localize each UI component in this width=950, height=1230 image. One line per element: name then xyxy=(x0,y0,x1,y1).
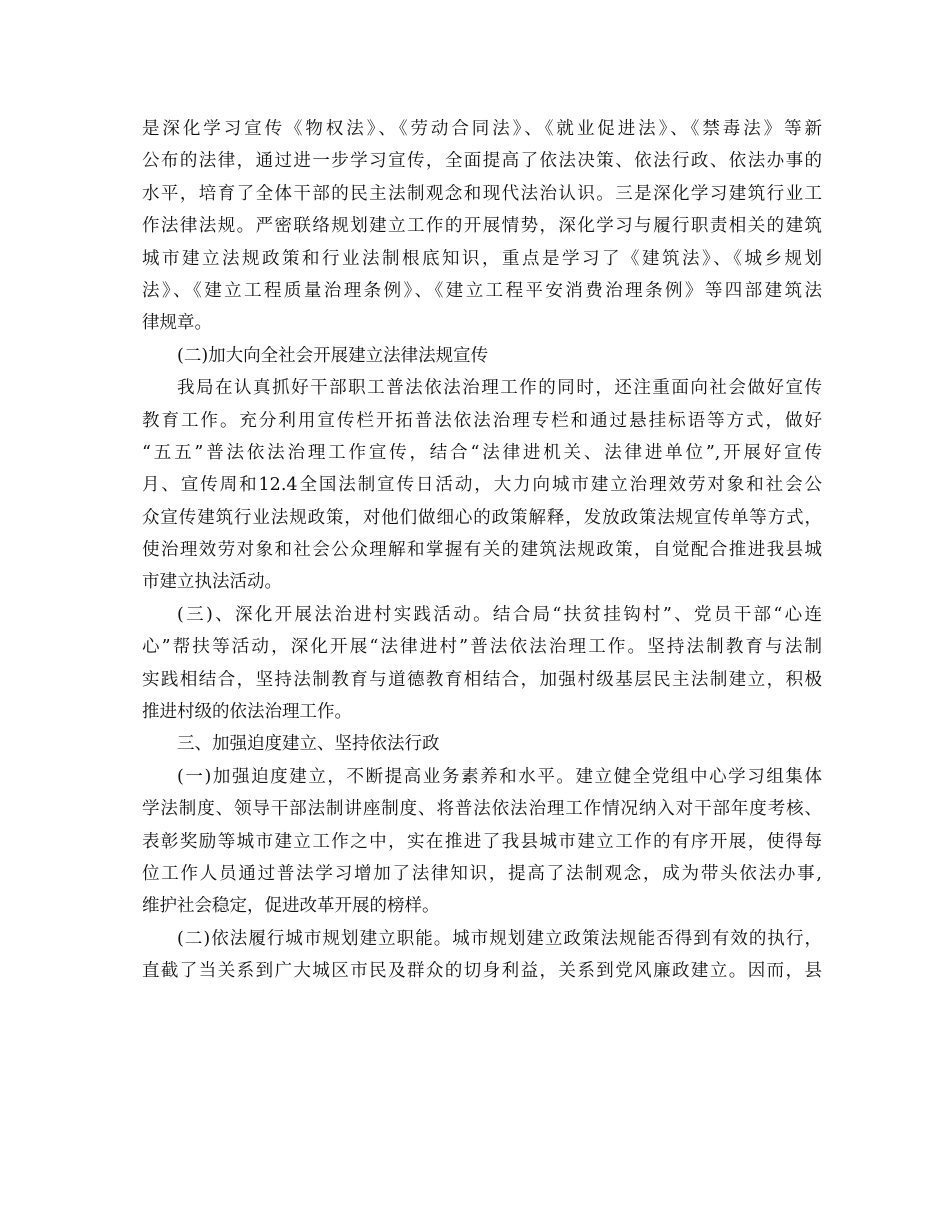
text-line: 众宣传建筑行业法规政策，对他们做细心的政策解释，发放政策法规宣传单等方式， xyxy=(142,507,822,528)
text-line: 维护社会稳定，促进改革开展的榜样。 xyxy=(142,896,440,917)
text-line: 法》、《建立工程质量治理条例》、《建立工程平安消费治理条例》等四部建筑法 xyxy=(142,280,822,301)
text-line: 实践相结合，坚持法制教育与道德教育相结合，加强村级基层民主法制建立，积极 xyxy=(142,669,822,690)
text-line: “五五”普法依法治理工作宣传，结合“法律进机关、法律进单位”,开展好宣传 xyxy=(142,442,822,463)
text-line: 表彰奖励等城市建立工作之中，实在推进了我县城市建立工作的有序开展，使得每 xyxy=(142,831,822,852)
text-line: 月、宣传周和12.4全国法制宣传日活动，大力向城市建立治理效劳对象和社会公 xyxy=(142,475,822,496)
text-line: 律规章。 xyxy=(142,313,212,334)
text-line: 使治理效劳对象和社会公众理解和掌握有关的建筑法规政策，自觉配合推进我县城 xyxy=(142,540,822,561)
text-line: (一)加强迫度建立，不断提高业务素养和水平。建立健全党组中心学习组集体 xyxy=(177,766,822,787)
text-line: 是深化学习宣传《物权法》、《劳动合同法》、《就业促进法》、《禁毒法》等新 xyxy=(142,119,822,139)
text-line: 三、加强迫度建立、坚持依法行政 xyxy=(177,734,440,755)
text-line: 学法制度、领导干部法制讲座制度、将普法依法治理工作情况纳入对干部年度考核、 xyxy=(142,799,822,820)
text-line: 城市建立法规政策和行业法制根底知识，重点是学习了《建筑法》、《城乡规划 xyxy=(142,248,822,269)
text-line: 我局在认真抓好干部职工普法依法治理工作的同时，还注重面向社会做好宣传 xyxy=(177,378,822,399)
document-body xyxy=(142,113,822,988)
text-line: 心”帮扶等活动，深化开展“法律进村”普法依法治理工作。坚持法制教育与法制 xyxy=(142,637,822,658)
text-line: (二)依法履行城市规划建立职能。城市规划建立政策法规能否得到有效的执行， xyxy=(177,928,822,949)
text-line: 市建立执法活动。 xyxy=(142,572,282,593)
text-line: 直截了当关系到广大城区市民及群众的切身利益，关系到党风廉政建立。因而，县 xyxy=(142,961,822,982)
text-line: 教育工作。充分利用宣传栏开拓普法依法治理专栏和通过悬挂标语等方式，做好 xyxy=(142,410,822,431)
text-line: 公布的法律，通过进一步学习宣传，全面提高了依法决策、依法行政、依法办事的 xyxy=(142,151,822,172)
text-line: 推进村级的依法治理工作。 xyxy=(142,702,352,723)
text-line: 水平，培育了全体干部的民主法制观念和现代法治认识。三是深化学习建筑行业工 xyxy=(142,183,822,204)
text-line: 作法律法规。严密联络规划建立工作的开展情势，深化学习与履行职责相关的建筑 xyxy=(142,216,822,237)
text-line: (三)、深化开展法治进村实践活动。结合局“扶贫挂钩村”、党员干部“心连 xyxy=(177,604,822,625)
text-line: (二)加大向全社会开展建立法律法规宣传 xyxy=(177,345,489,366)
text-line: 位工作人员通过普法学习增加了法律知识，提高了法制观念，成为带头依法办事, xyxy=(142,863,822,884)
